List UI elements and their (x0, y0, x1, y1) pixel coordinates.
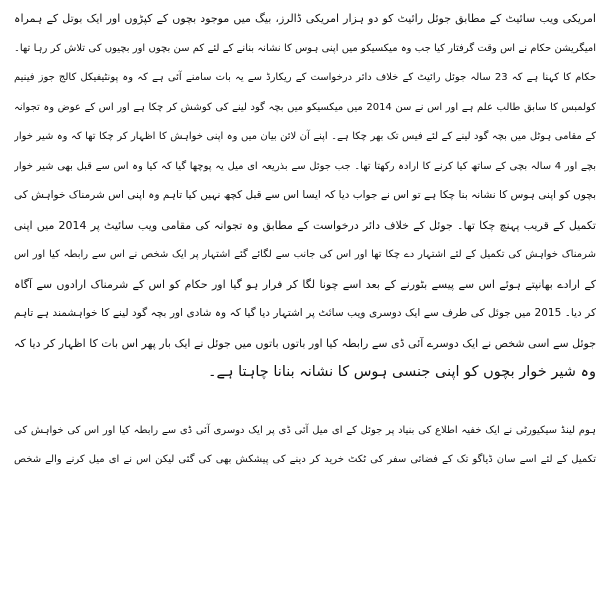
article-line: بچوں کو اپنی ہوس کا نشانہ بنا چکا ہے تو اس نے جواب دیا کہ ایسا اس سے قبل کچھ نہیں کیا تاہم وہ اپنی اس شرمناک خواہش کی (14, 189, 596, 201)
article-line: کولمبس کا سابق طالب علم ہے اور اس نے سن 2014 میں میکسیکو میں بچہ گود لینے کی کوشش کر چکا ہے اور اس کے عوض وہ تجوانہ (14, 101, 596, 113)
article-line: تکمیل کے قریب پہنچ چکا تھا۔ جوئل کے خلاف دائر درخواست کے مطابق وہ تجوانہ کی مقامی ویب سائیٹ پر 2014 میں اپنی (14, 218, 596, 232)
paragraph-spacer (14, 388, 596, 416)
article-line: وہ شیر خوار بچوں کو اپنی جنسی ہوس کا نشانہ بنانا چاہتا ہے۔ (207, 364, 596, 380)
article-body (14, 4, 596, 475)
article-line: کے ارادے بھانپتے ہوئے اس سے پیسے بٹورنے کے بعد اسے چونا لگا کر فرار ہو گیا اور حکام کو اس کے شرمناک ارادوں سے آگاہ (14, 277, 596, 291)
article-line: امیگریشن حکام نے اس وقت گرفتار کیا جب وہ میکسیکو میں اپنی ہوس کا نشانہ بنانے کے لئے کم سن بچوں اور بچیوں کی تلاش کر رہا تھا۔ (14, 42, 596, 54)
article-line: کر دیا۔ 2015 میں جوئل کی طرف سے ایک دوسری ویب سائٹ پر اشتہار دیا گیا کہ وہ شادی اور بچہ گود لینے کا خواہشمند ہے تاہم (14, 307, 596, 319)
article-line: ہوم لینڈ سیکیورٹی نے ایک خفیہ اطلاع کی بنیاد پر جوئل کے ای میل آئی ڈی پر ایک دوسری آئی ڈی سے رابطہ کیا اور اس کی خواہش کی (14, 424, 596, 436)
article-line: بچے اور 4 سالہ بچی کے ساتھ کیا کرنے کا ارادہ رکھتا تھا۔ جب جوئل سے بذریعہ ای میل یہ پوچھا گیا کہ کیا وہ اس سے قبل بھی شیر خوار (14, 160, 596, 172)
article-paragraph-2 (14, 416, 596, 475)
article-line: کے مقامی ہوٹل میں بچہ گود لینے کے لئے فیس تک بھر چکا ہے۔ اپنے آن لائن بیان میں وہ اپنی خواہش کا اظہار کر چکا تھا کہ وہ شیر خوار (14, 131, 596, 142)
article-line: حکام کا کہنا ہے کہ 23 سالہ جوئل رائیٹ کے خلاف دائر درخواست کے ریکارڈ سے یہ بات سامنے آئی ہے کہ وہ پونٹیفیکل کالج جوز فینیم (14, 72, 596, 83)
article-line: تکمیل کے لئے اسے سان ڈیاگو تک کے فضائی سفر کی ٹکٹ خرید کر دینے کی پیشکش بھی کی گئی لیکن اس نے ای میل کرنے والے شخص (14, 454, 596, 465)
article-line: امریکی ویب سائیٹ کے مطابق جوئل رائیٹ کو دو ہزار امریکی ڈالرز، بیگ میں موجود بچوں کے کپڑوں اور ایک بوتل کے ہمراہ (14, 12, 596, 25)
article-line: شرمناک خواہش کی تکمیل کے لئے اشتہار دے چکا تھا اور اس کی جانب سے لگائے گئے اشتہار پر ایک شخص نے اس سے رابطہ کیا اور اس (14, 249, 596, 260)
article-line: جوئل سے اسی شخص نے ایک دوسرے آئی ڈی سے رابطہ کیا اور باتوں باتوں میں جوئل نے ایک بار پھر اس بات کا اظہار کر دیا کہ (14, 336, 596, 350)
article-paragraph-1 (14, 4, 596, 388)
